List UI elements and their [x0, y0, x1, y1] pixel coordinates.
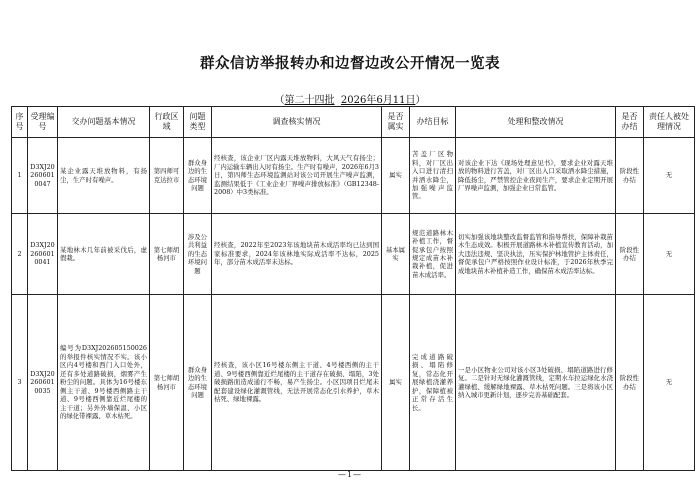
cell-verified: 基本属实: [382, 214, 410, 295]
batch-label: 第二十四批: [284, 95, 335, 106]
cell-handling: 一是小区物业公司对该小区3处破损、塌陷道路进行修复。二是针对无绿化灌溉管线，定期水车拉运绿化水浇灌绿植、缓解绿地裸露、草木枯死问题。三是将该小区纳入城市更新计划，逐步完善基础配套。: [456, 295, 616, 471]
header-conclusion: 办结目标: [410, 107, 456, 138]
cell-seq: 3: [12, 295, 28, 471]
cell-type: 群众身边的生态环境问题: [184, 295, 212, 471]
cell-verified: 属实: [382, 295, 410, 471]
cell-seq: 2: [12, 214, 28, 295]
batch-close-paren: ）: [415, 95, 426, 106]
cell-accountability: 无: [644, 214, 695, 295]
cell-closed: 阶段性办结: [616, 138, 644, 214]
cell-accountability: 无: [644, 138, 695, 214]
header-closed: 是否办结: [616, 107, 644, 138]
cell-conclusion: 规范道路林木补植工作，督促承包户按照规定成苗木补栽补植，促进苗木成活率。: [410, 214, 456, 295]
batch-subtitle: [0, 91, 700, 106]
header-handling: 处理和整改情况: [456, 107, 616, 138]
cell-region: 第七师胡杨河市: [150, 214, 184, 295]
cell-closed: 阶段性办结: [616, 295, 644, 471]
header-accountability: 责任人被处理情况: [644, 107, 695, 138]
header-investigation: 调查核实情况: [212, 107, 382, 138]
cell-type: 涉及公共利益的生态环境问题: [184, 214, 212, 295]
cell-conclusion: 完成道路破损、塌陷修复，常态化开展绿植浇灌养护，保障植被正常存活生长。: [410, 295, 456, 471]
batch-open-paren: （: [274, 95, 285, 106]
table-row: [12, 295, 695, 471]
cell-issue: 编号为D3XJ202605150026的举报件核实情况不实。该小区内4号楼和西门入口处外，还有多处道路破损，烟雾产生粉尘的问题。具体为16号楼东侧主干道、9号楼西侧路主干道、9号楼西侧靠近烂尾楼的主干道；另外外墙保温、小区的绿化带裸露、草木枯死。: [58, 295, 150, 471]
cell-region: 第四师可克达拉市: [150, 138, 184, 214]
cell-issue: 某地林木几年前被采伐后，虚假栽。: [58, 214, 150, 295]
header-verified: 是否属实: [382, 107, 410, 138]
cell-type: 群众身边的生态环境问题: [184, 138, 212, 214]
table-row: [12, 214, 695, 295]
header-region: 行政区域: [150, 107, 184, 138]
table-row: [12, 138, 695, 214]
page-number: [0, 470, 700, 479]
cell-id: D3XJ202606010047: [28, 138, 58, 214]
cell-investigation: 经核查，该小区16号楼东侧主干道、4号楼西侧的主干道、9号楼西侧靠近烂尾楼的主干道存在破损、塌陷，3处破损路面造成通行不畅，易产生扬尘。小区因项目烂尾未配套建设绿化灌溉管线，无法开展常态化引水养护，草木枯死、绿地裸露。: [212, 295, 382, 471]
complaints-table: [11, 106, 695, 471]
cell-investigation: 经核查，2022年至2023年该地块苗木成活率均已达到国家标准要求，2024年该林地实际成活率不达标，2025年，部分苗木成活率未达标。: [212, 214, 382, 295]
cell-id: D3XJ202606010041: [28, 214, 58, 295]
cell-investigation: 经核查，该企业厂区内露天堆放物料，大风天气有扬尘；厂内运输车辆出入时有扬尘。生产时有噪声，2026年6月3日，第四师生态环境监测站对该公司开展生产噪声监测，监测结果低于《工业企业厂界噪声排放标准》（GB12348-2008）中3类标准。: [212, 138, 382, 214]
cell-handling: 对该企业下达《现场处理意见书》，要求企业对露天堆放的物料进行苫盖，对厂区出入口采取洒水降尘措施，降低扬尘，严禁管控企业夜间生产，要求企业定期开展厂界噪声监测，加强企业日常监管。: [456, 138, 616, 214]
header-issue: 交办问题基本情况: [58, 107, 150, 138]
table-header-row: [12, 107, 695, 138]
header-type: 问题类型: [184, 107, 212, 138]
page-number-text: —1—: [337, 470, 363, 479]
cell-region: 第七师胡杨河市: [150, 295, 184, 471]
cell-handling: 切实加强该地块整改监督监管和指导帮扶，保障补栽苗木生态成效。积极开展道路林木补植宣传教育活动，加大违法违规、坚决执法，压实保护林地管护主体责任，督促承包户严格按照作业设计标准，于2026年秋季完成地块苗木补植补造工作，确保苗木成活率达标。: [456, 214, 616, 295]
cell-conclusion: 苫盖厂区物料，对厂区出入口进行清扫并洒水降尘，加强噪声监管。: [410, 138, 456, 214]
cell-issue: 某企业露天堆放物料，有扬尘，生产时有噪声。: [58, 138, 150, 214]
batch-date: 2026年6月11日: [340, 95, 416, 106]
cell-seq: 1: [12, 138, 28, 214]
cell-verified: 属实: [382, 138, 410, 214]
cell-id: D3XJ202606010035: [28, 295, 58, 471]
document-title: 群众信访举报转办和边督边改公开情况一览表: [200, 55, 500, 72]
header-seq: 序号: [12, 107, 28, 138]
cell-closed: 阶段性办结: [616, 214, 644, 295]
cell-accountability: 无: [644, 295, 695, 471]
header-id: 受理编号: [28, 107, 58, 138]
